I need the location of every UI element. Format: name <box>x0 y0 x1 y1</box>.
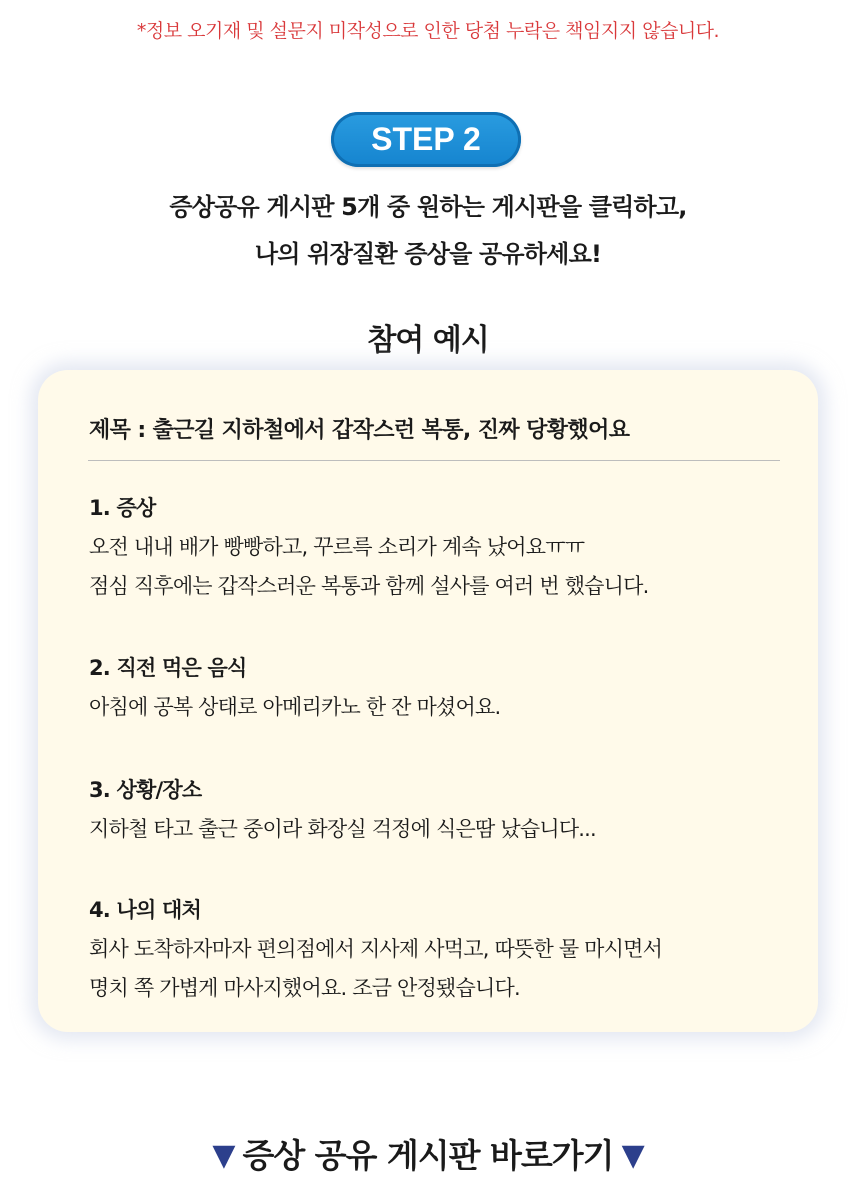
section-text: 오전 내내 배가 빵빵하고, 꾸르륵 소리가 계속 났어요ㅠㅠ <box>89 535 585 559</box>
instruction-line-2: 나의 위장질환 증상을 공유하세요! <box>254 240 602 268</box>
example-section-symptom <box>89 488 789 606</box>
example-card <box>38 370 818 1032</box>
board-shortcut-link[interactable] <box>0 1130 856 1177</box>
example-section-food <box>89 648 789 727</box>
example-post-title: 제목 : 출근길 지하철에서 갑작스런 복통, 진짜 당황했어요 <box>89 418 630 443</box>
section-text: 명치 쪽 가볍게 마사지했어요. 조금 안정됐습니다. <box>89 976 520 1000</box>
section-heading: 1. 증상 <box>89 496 156 520</box>
disclaimer-notice: *정보 오기재 및 설문지 미작성으로 인한 당첨 누락은 책임지지 않습니다. <box>136 20 720 42</box>
instruction-line-1-rest: 5개 중 원하는 게시판을 클릭하고, <box>333 193 687 221</box>
triangle-down-icon: ▼ <box>621 1138 644 1173</box>
card-divider <box>88 460 780 461</box>
section-heading: 2. 직전 먹은 음식 <box>89 656 247 680</box>
example-section-response <box>89 890 789 1008</box>
section-text: 회사 도착하자마자 편의점에서 지사제 사먹고, 따뜻한 물 마시면서 <box>89 937 663 961</box>
section-heading: 3. 상황/장소 <box>89 778 202 802</box>
step-instruction <box>0 184 856 278</box>
section-text: 점심 직후에는 갑작스러운 복통과 함께 설사를 여러 번 했습니다. <box>89 574 649 598</box>
section-text: 아침에 공복 상태로 아메리카노 한 잔 마셨어요. <box>89 695 501 719</box>
example-section-situation <box>89 770 789 849</box>
section-text: 지하철 타고 출근 중이라 화장실 걱정에 식은땀 났습니다... <box>89 817 596 841</box>
board-shortcut-label[interactable]: 증상 공유 게시판 바로가기 <box>242 1136 614 1175</box>
section-heading: 4. 나의 대처 <box>89 898 201 922</box>
triangle-down-icon: ▼ <box>212 1138 235 1173</box>
instruction-line-1 <box>0 184 856 231</box>
board-name-highlight: 증상공유 게시판 <box>169 193 334 221</box>
example-heading: 참여 예시 <box>367 323 489 358</box>
step-badge: STEP 2 <box>331 112 521 167</box>
